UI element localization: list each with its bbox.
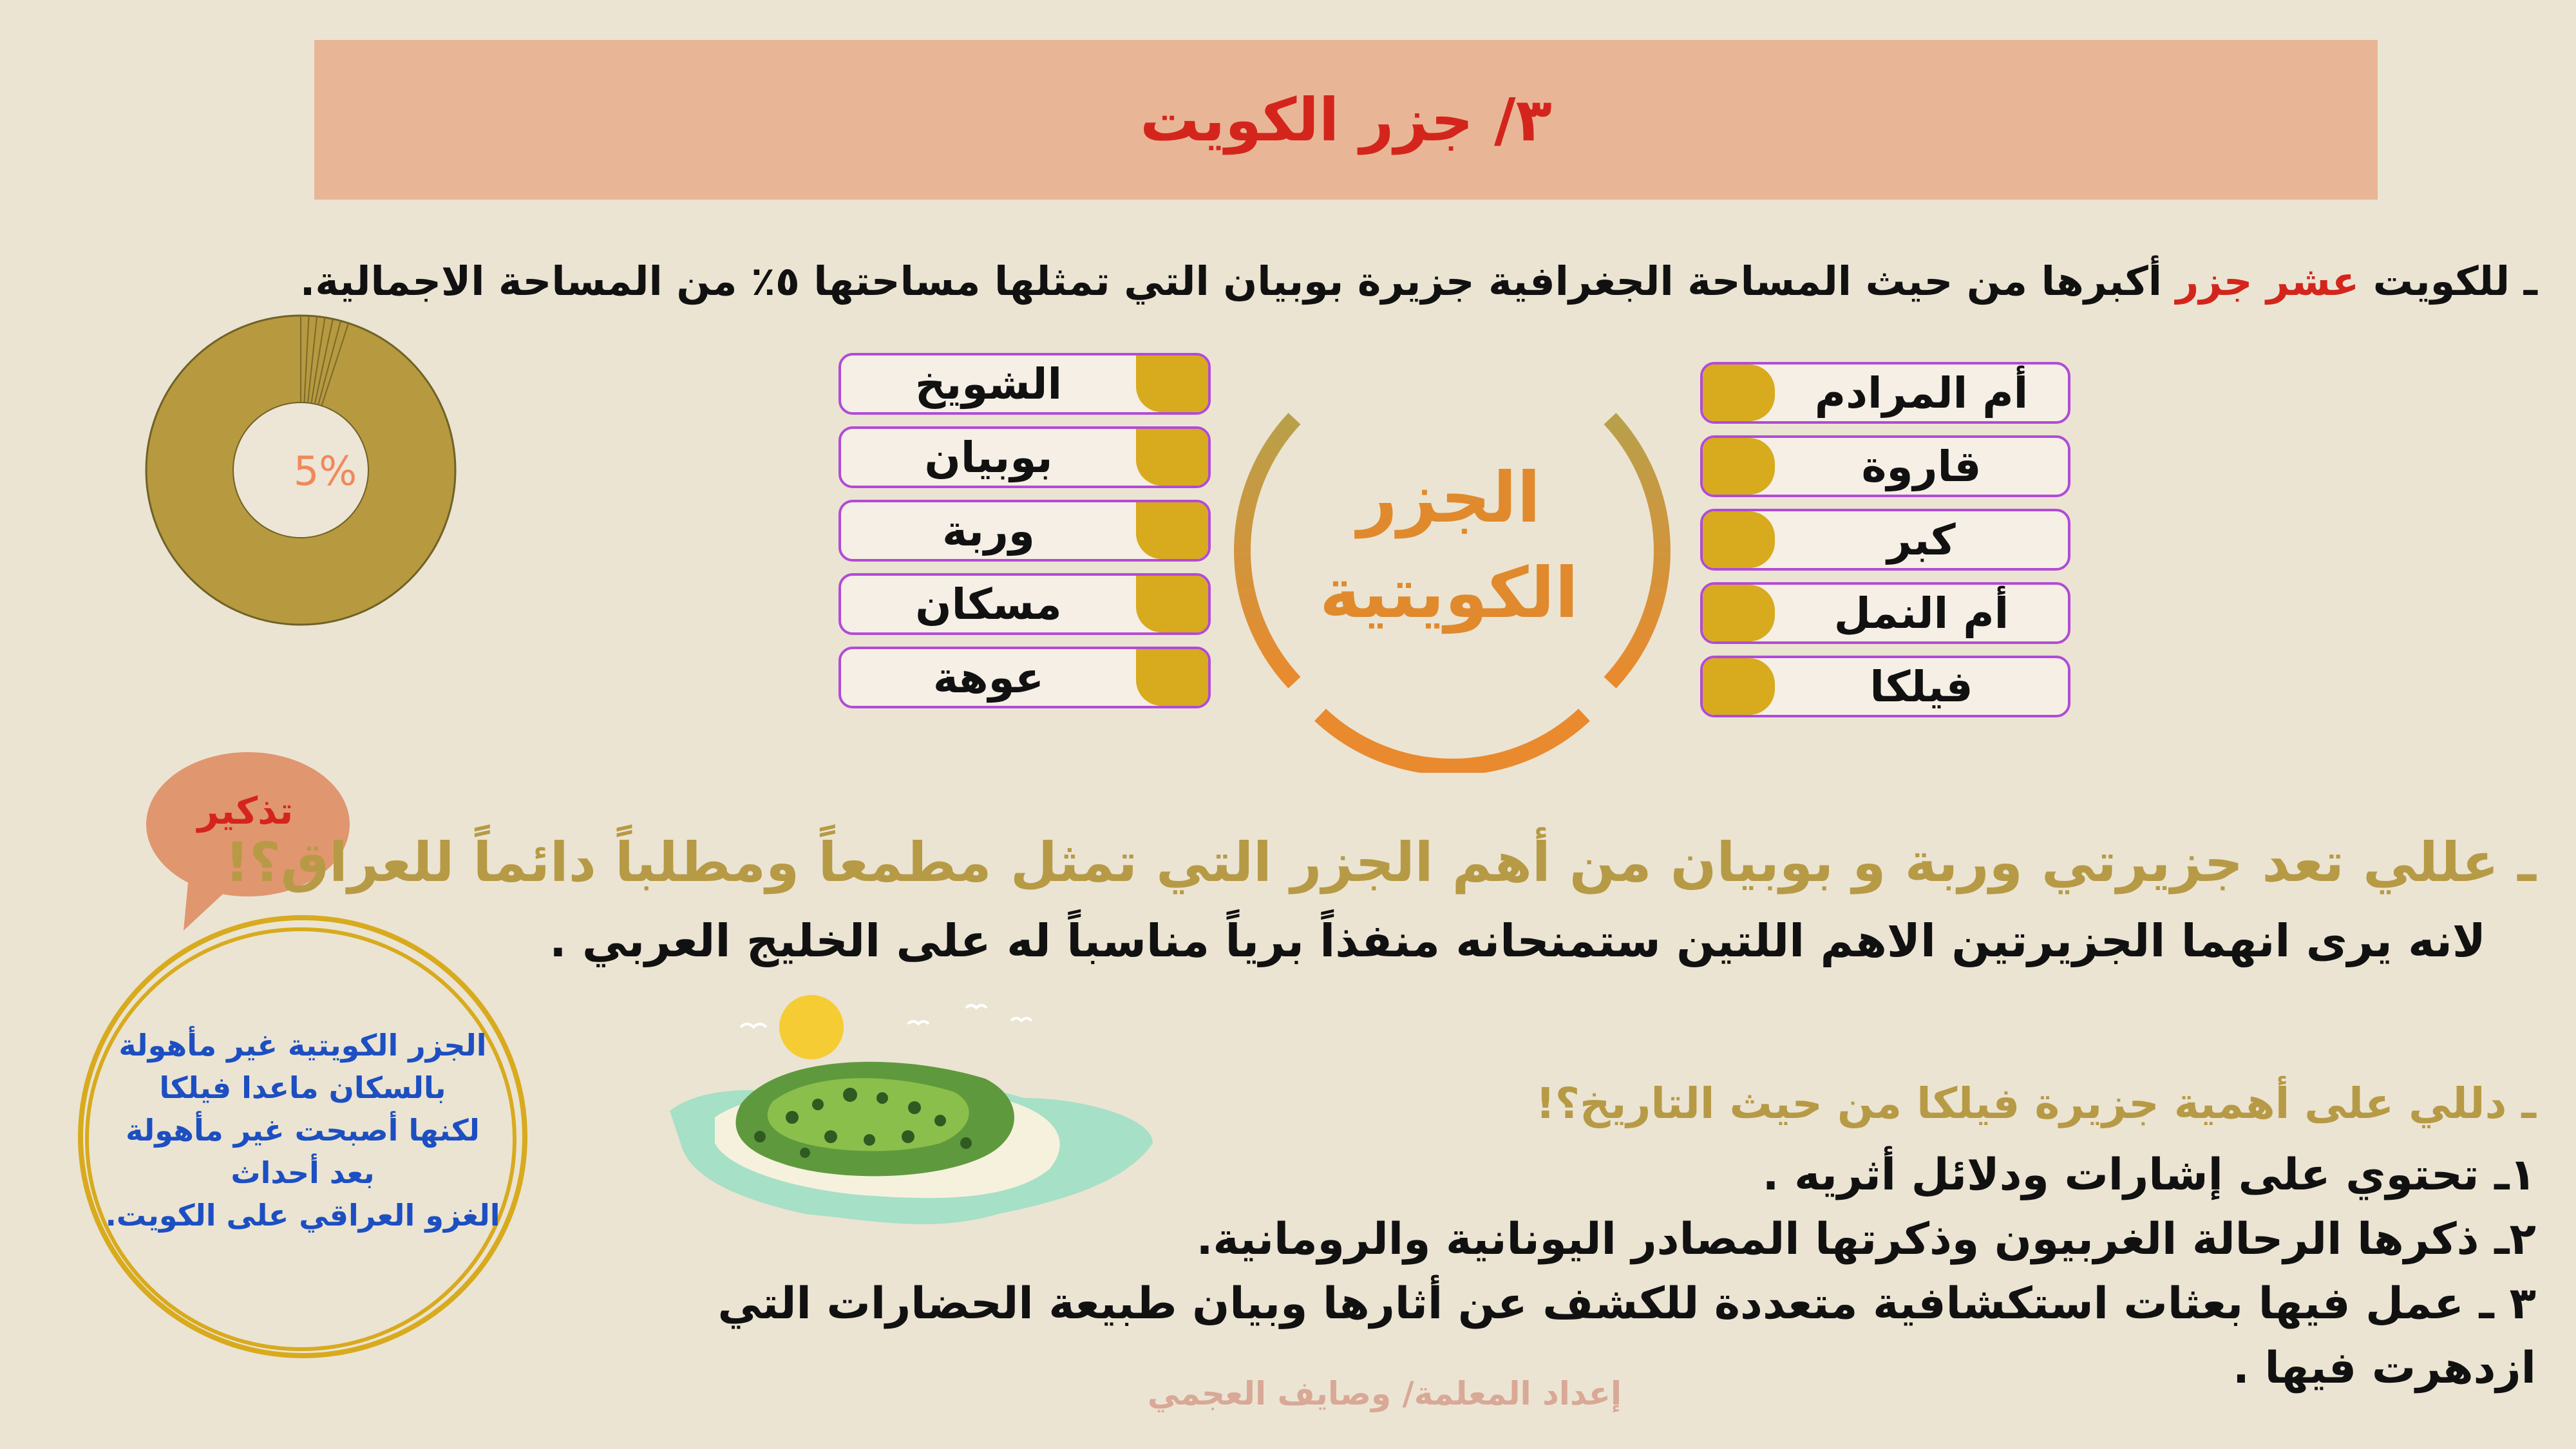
answer-line: ١ـ تحتوي على إشارات ودلائل أثريه . bbox=[1762, 1150, 2536, 1200]
island-box bbox=[838, 647, 1211, 708]
intro-text-part2: أكبرها من حيث المساحة الجغرافية جزيرة بوبيان التي تمثلها مساحتها ٥٪ من المساحة الاجمالية. bbox=[299, 258, 2176, 305]
island-label: عوهة bbox=[933, 652, 1045, 703]
credit-text: إعداد المعلمة/ وصايف العجمي bbox=[1147, 1375, 1622, 1412]
reminder-line: بعد أحداث bbox=[231, 1155, 375, 1190]
island-tab bbox=[1136, 576, 1208, 632]
island-label: أم المرادم bbox=[1814, 368, 2029, 418]
answer-line: ٢ـ ذكرها الرحالة الغربيون وذكرتها المصادر اليونانية والرومانية. bbox=[1196, 1214, 2536, 1265]
island-label: الشويخ bbox=[914, 359, 1063, 409]
reminder-line: الجزر الكويتية غير مأهولة bbox=[118, 1028, 487, 1063]
island-tab bbox=[1703, 365, 1775, 421]
island-box bbox=[838, 426, 1211, 488]
island-box bbox=[1700, 582, 2070, 644]
intro-text bbox=[299, 258, 2537, 305]
island-box bbox=[1700, 656, 2070, 717]
island-box bbox=[1700, 435, 2070, 497]
reminder-label: تذكير bbox=[197, 789, 294, 833]
island-tab bbox=[1703, 658, 1775, 715]
island-label: وربة bbox=[942, 506, 1035, 556]
island-box bbox=[838, 500, 1211, 562]
island-tab bbox=[1703, 585, 1775, 641]
center-title bbox=[1269, 451, 1629, 641]
island-label: كبر bbox=[1887, 515, 1956, 565]
island-label: مسكان bbox=[915, 579, 1062, 629]
pie-percent-label: 5% bbox=[293, 448, 357, 495]
island-tab bbox=[1136, 355, 1208, 412]
reminder-note bbox=[97, 1024, 509, 1236]
island-label: بوبيان bbox=[924, 432, 1053, 482]
reminder-line: بالسكان ماعدا فيلكا bbox=[159, 1070, 446, 1105]
center-title-line1: الجزر bbox=[1357, 458, 1541, 538]
page-title: ٣/ جزر الكويت bbox=[1140, 85, 1552, 155]
island-label: أم النمل bbox=[1833, 588, 2009, 638]
intro-text-part1: ـ للكويت bbox=[2359, 258, 2537, 305]
reminder-line: الغزو العراقي على الكويت. bbox=[105, 1198, 500, 1233]
island-box bbox=[838, 353, 1211, 415]
island-tab bbox=[1703, 511, 1775, 568]
sun-icon bbox=[779, 995, 844, 1059]
ring-arc-bottom bbox=[1320, 715, 1584, 767]
island-box bbox=[1700, 362, 2070, 424]
question-1: ـ عللي تعد جزيرتي وربة و بوبيان من أهم الجزر التي تمثل مطمعاً ومطلباً دائماً للعراق؟! bbox=[224, 831, 2536, 894]
island-box bbox=[1700, 509, 2070, 571]
island-label: فيلكا bbox=[1870, 661, 1973, 712]
island-tab bbox=[1136, 649, 1208, 706]
island-tab bbox=[1136, 502, 1208, 559]
island-label: قاروة bbox=[1861, 441, 1982, 491]
island-box bbox=[838, 573, 1211, 635]
answer-1: لانه يرى انهما الجزيرتين الاهم اللتين ستمنحانه منفذاً برياً مناسباً له على الخليج العربي . bbox=[549, 914, 2486, 967]
island-tab bbox=[1703, 438, 1775, 495]
question-2: ـ دللي على أهمية جزيرة فيلكا من حيث التاريخ؟! bbox=[1535, 1079, 2536, 1128]
center-title-line2: الكويتية bbox=[1319, 553, 1579, 634]
answer-line: ٣ ـ عمل فيها بعثات استكشافية متعددة للكشف عن أثارها وبيان طبيعة الحضارات التي bbox=[717, 1278, 2536, 1329]
answer-line: ازدهرت فيها . bbox=[2232, 1343, 2536, 1394]
reminder-line: لكنها أصبحت غير مأهولة bbox=[126, 1113, 480, 1148]
island-tab bbox=[1136, 429, 1208, 486]
intro-highlight: عشر جزر bbox=[2175, 258, 2360, 305]
